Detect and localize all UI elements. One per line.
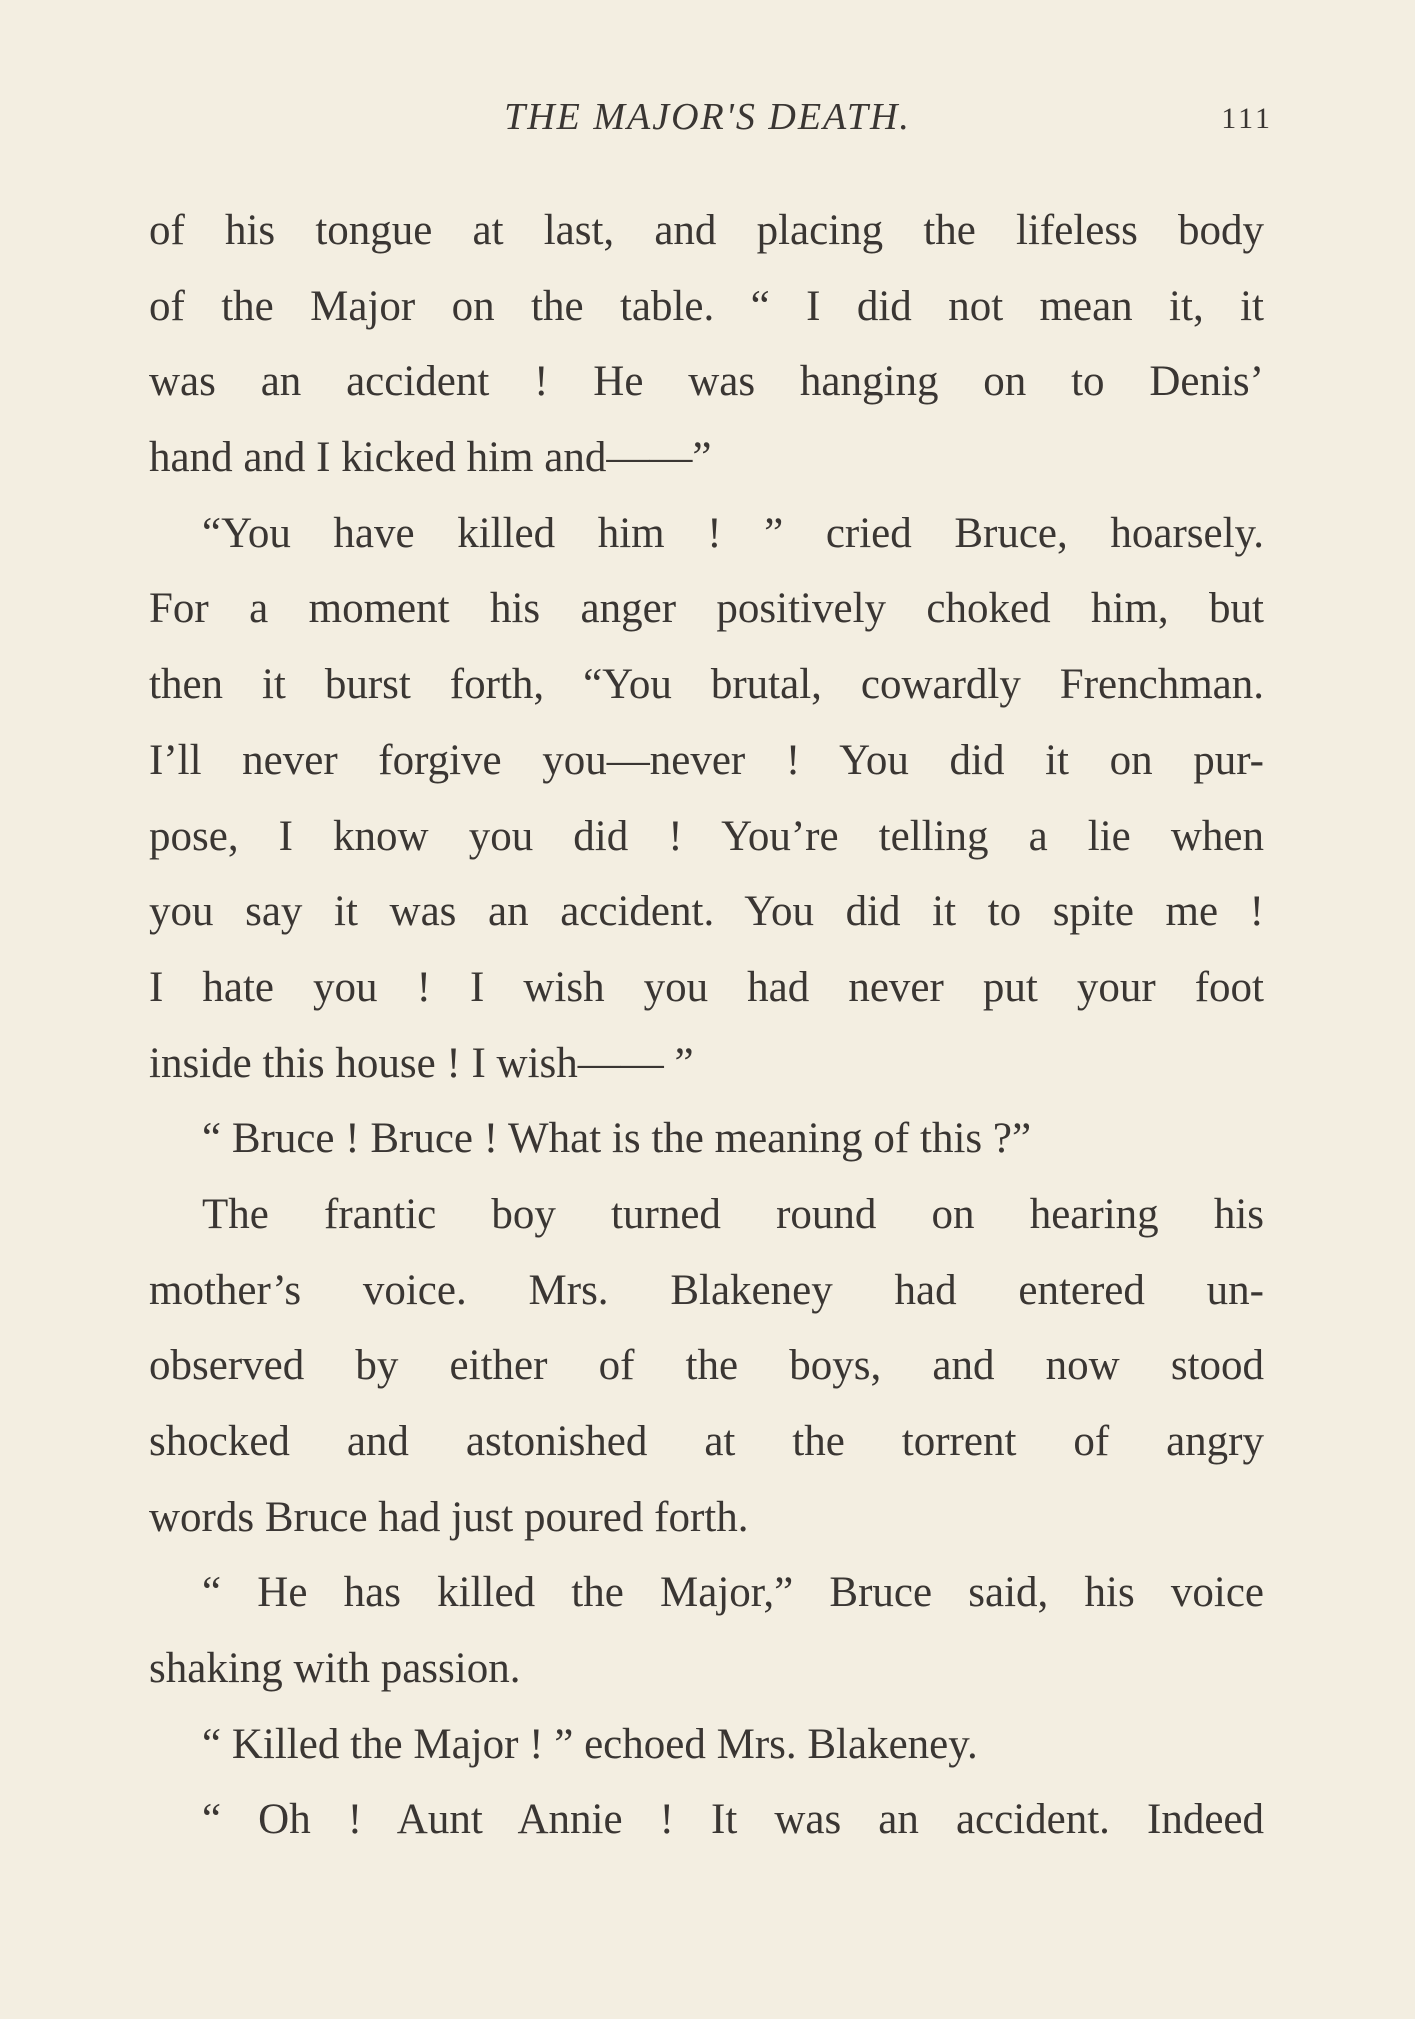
text-line: of the Major on the table. “ I did not mean it, it [149, 282, 1264, 330]
text-line: inside this house ! I wish—— ” [149, 1039, 694, 1087]
text-line: shaking with passion. [149, 1645, 521, 1693]
text-line: “You have killed him ! ” cried Bruce, hoarsely. [202, 509, 1264, 557]
text-line: “ He has killed the Major,” Bruce said, his voice [202, 1569, 1264, 1617]
text-line: “ Bruce ! Bruce ! What is the meaning of this ?” [202, 1115, 1032, 1163]
text-line: “ Oh ! Aunt Annie ! It was an accident. Indeed [202, 1796, 1264, 1844]
text-line: “ Killed the Major ! ” echoed Mrs. Blakeney. [202, 1720, 978, 1768]
text-line: you say it was an accident. You did it to spite me ! [149, 888, 1264, 936]
text-line: observed by either of the boys, and now stood [149, 1342, 1264, 1390]
text-line: words Bruce had just poured forth. [149, 1493, 749, 1541]
text-line: was an accident ! He was hanging on to Denis’ [149, 358, 1264, 406]
running-head [0, 92, 1415, 142]
page-number: 111 [1221, 102, 1273, 135]
text-line: pose, I know you did ! You’re telling a lie when [149, 812, 1264, 860]
body-text [149, 193, 1264, 1858]
text-line: I hate you ! I wish you had never put your foot [149, 963, 1264, 1011]
text-line: mother’s voice. Mrs. Blakeney had entered un- [149, 1266, 1264, 1314]
text-line: of his tongue at last, and placing the lifeless body [149, 207, 1264, 254]
text-line: then it burst forth, “You brutal, cowardly Frenchman. [149, 661, 1264, 709]
chapter-title: THE MAJOR'S DEATH. [504, 96, 911, 138]
text-line: shocked and astonished at the torrent of angry [149, 1418, 1264, 1465]
text-line: The frantic boy turned round on hearing his [202, 1190, 1264, 1238]
text-line: For a moment his anger positively choked him, but [149, 585, 1264, 633]
text-line: I’ll never forgive you—never ! You did it on pur- [149, 736, 1264, 784]
text-line: hand and I kicked him and——” [149, 434, 712, 482]
